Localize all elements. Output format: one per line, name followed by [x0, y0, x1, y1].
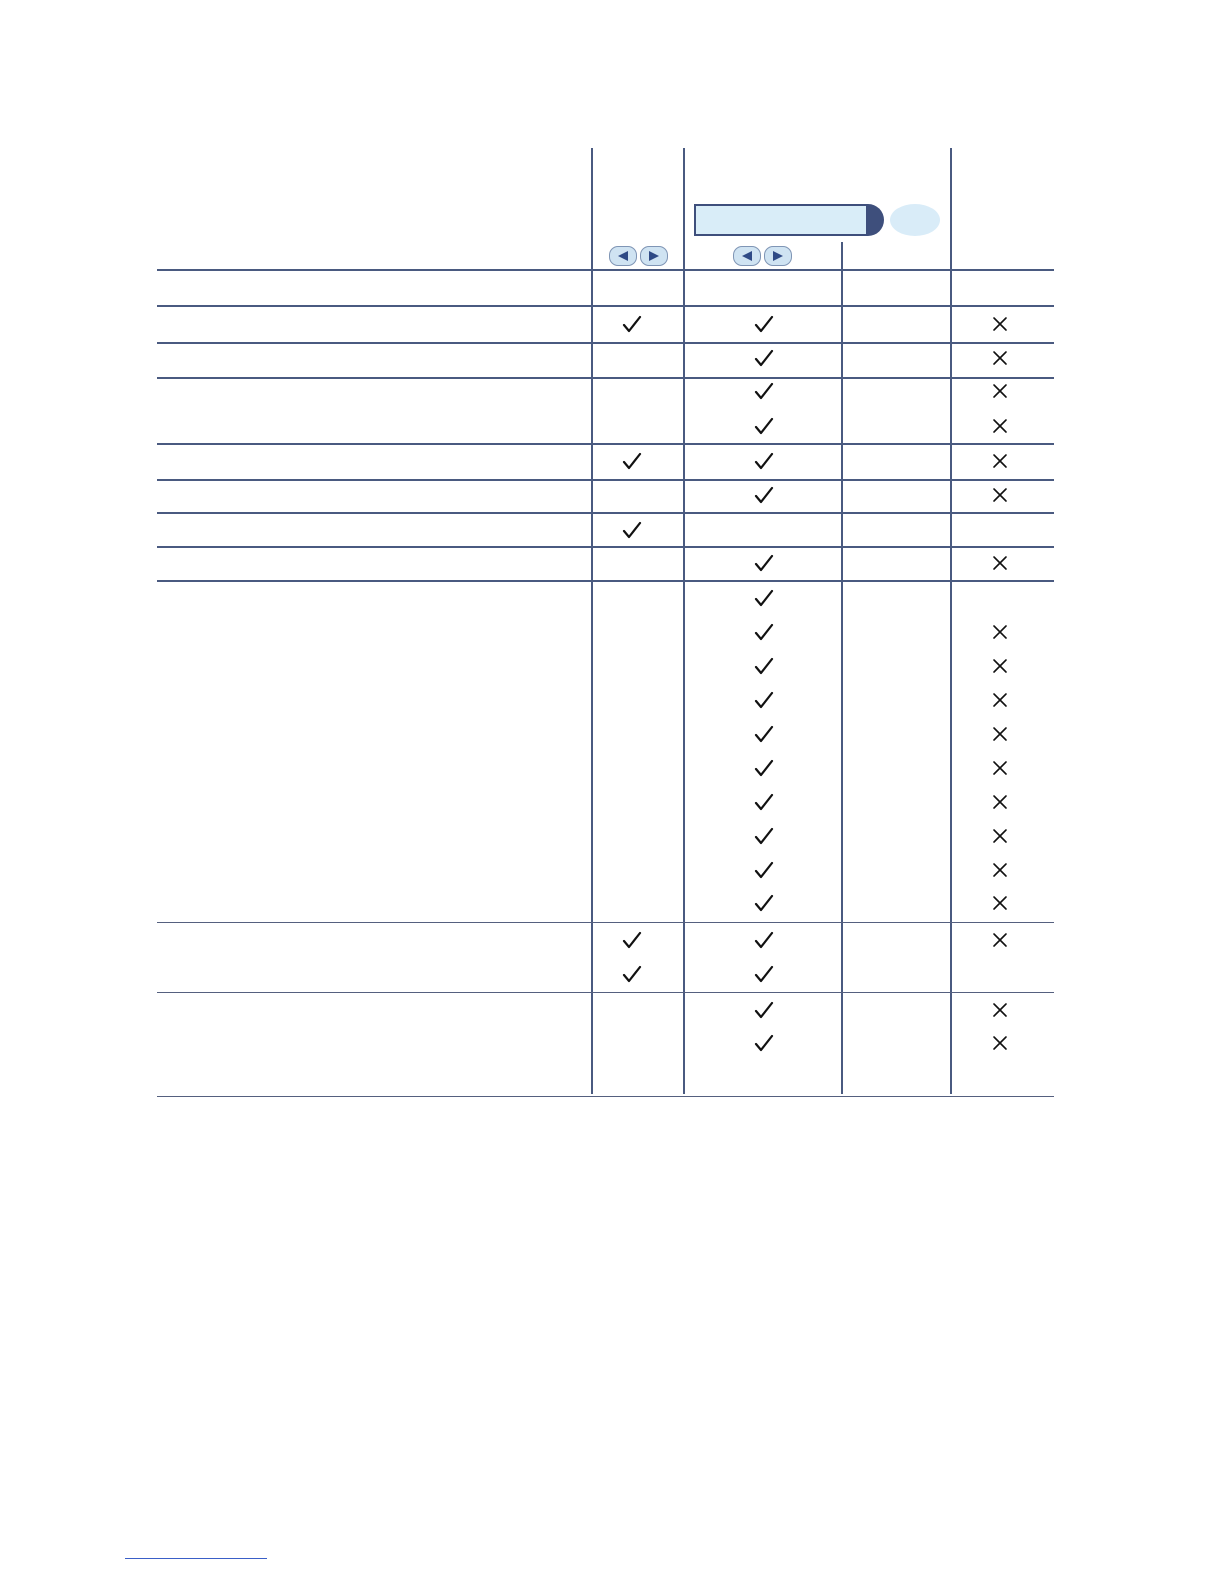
row-divider: [157, 512, 1054, 514]
row-divider: [157, 580, 1054, 582]
cross-icon: [988, 929, 1012, 951]
column-divider: [950, 148, 952, 1094]
check-icon: [752, 587, 776, 609]
cross-icon: [988, 892, 1012, 914]
footer-link-underline[interactable]: [125, 1558, 267, 1559]
check-icon: [752, 689, 776, 711]
col2-left-key[interactable]: [733, 246, 761, 266]
col2-right-key[interactable]: [764, 246, 792, 266]
check-icon: [752, 963, 776, 985]
cross-icon: [988, 415, 1012, 437]
column-divider: [841, 242, 843, 1094]
cross-icon: [988, 999, 1012, 1021]
check-icon: [752, 825, 776, 847]
lcd-display-icon: [694, 204, 868, 236]
check-icon: [752, 484, 776, 506]
check-icon: [620, 313, 644, 335]
col1-left-key[interactable]: [609, 246, 637, 266]
right-arrow-icon: [647, 250, 661, 262]
check-icon: [752, 313, 776, 335]
check-icon: [752, 999, 776, 1021]
row-divider: [157, 992, 1054, 993]
left-arrow-icon: [616, 250, 630, 262]
cross-icon: [988, 825, 1012, 847]
check-icon: [752, 347, 776, 369]
check-icon: [620, 519, 644, 541]
left-arrow-icon: [740, 250, 754, 262]
cross-icon: [988, 621, 1012, 643]
column-divider: [591, 148, 593, 1094]
check-icon: [752, 621, 776, 643]
check-icon: [752, 892, 776, 914]
row-divider: [157, 342, 1054, 344]
row-divider: [157, 443, 1054, 445]
check-icon: [752, 415, 776, 437]
right-arrow-icon: [771, 250, 785, 262]
cross-icon: [988, 552, 1012, 574]
col1-right-key[interactable]: [640, 246, 668, 266]
cross-icon: [988, 859, 1012, 881]
row-divider: [157, 269, 1054, 271]
check-icon: [620, 450, 644, 472]
check-icon: [752, 552, 776, 574]
table-bottom-rule: [157, 1096, 1054, 1097]
row-divider: [157, 922, 1054, 923]
cross-icon: [988, 380, 1012, 402]
check-icon: [752, 723, 776, 745]
cross-icon: [988, 791, 1012, 813]
check-icon: [752, 791, 776, 813]
check-icon: [620, 929, 644, 951]
cross-icon: [988, 689, 1012, 711]
check-icon: [752, 655, 776, 677]
lcd-display-cap: [866, 204, 884, 236]
check-icon: [752, 380, 776, 402]
cross-icon: [988, 347, 1012, 369]
check-icon: [752, 757, 776, 779]
row-divider: [157, 546, 1054, 548]
round-button-icon[interactable]: [890, 204, 940, 236]
row-divider: [157, 377, 1054, 379]
check-icon: [752, 929, 776, 951]
cross-icon: [988, 450, 1012, 472]
check-icon: [752, 450, 776, 472]
row-divider: [157, 305, 1054, 307]
check-icon: [620, 963, 644, 985]
cross-icon: [988, 484, 1012, 506]
cross-icon: [988, 313, 1012, 335]
check-icon: [752, 1032, 776, 1054]
cross-icon: [988, 655, 1012, 677]
check-icon: [752, 859, 776, 881]
row-divider: [157, 479, 1054, 481]
column-divider: [683, 148, 685, 1094]
cross-icon: [988, 1032, 1012, 1054]
cross-icon: [988, 723, 1012, 745]
cross-icon: [988, 757, 1012, 779]
